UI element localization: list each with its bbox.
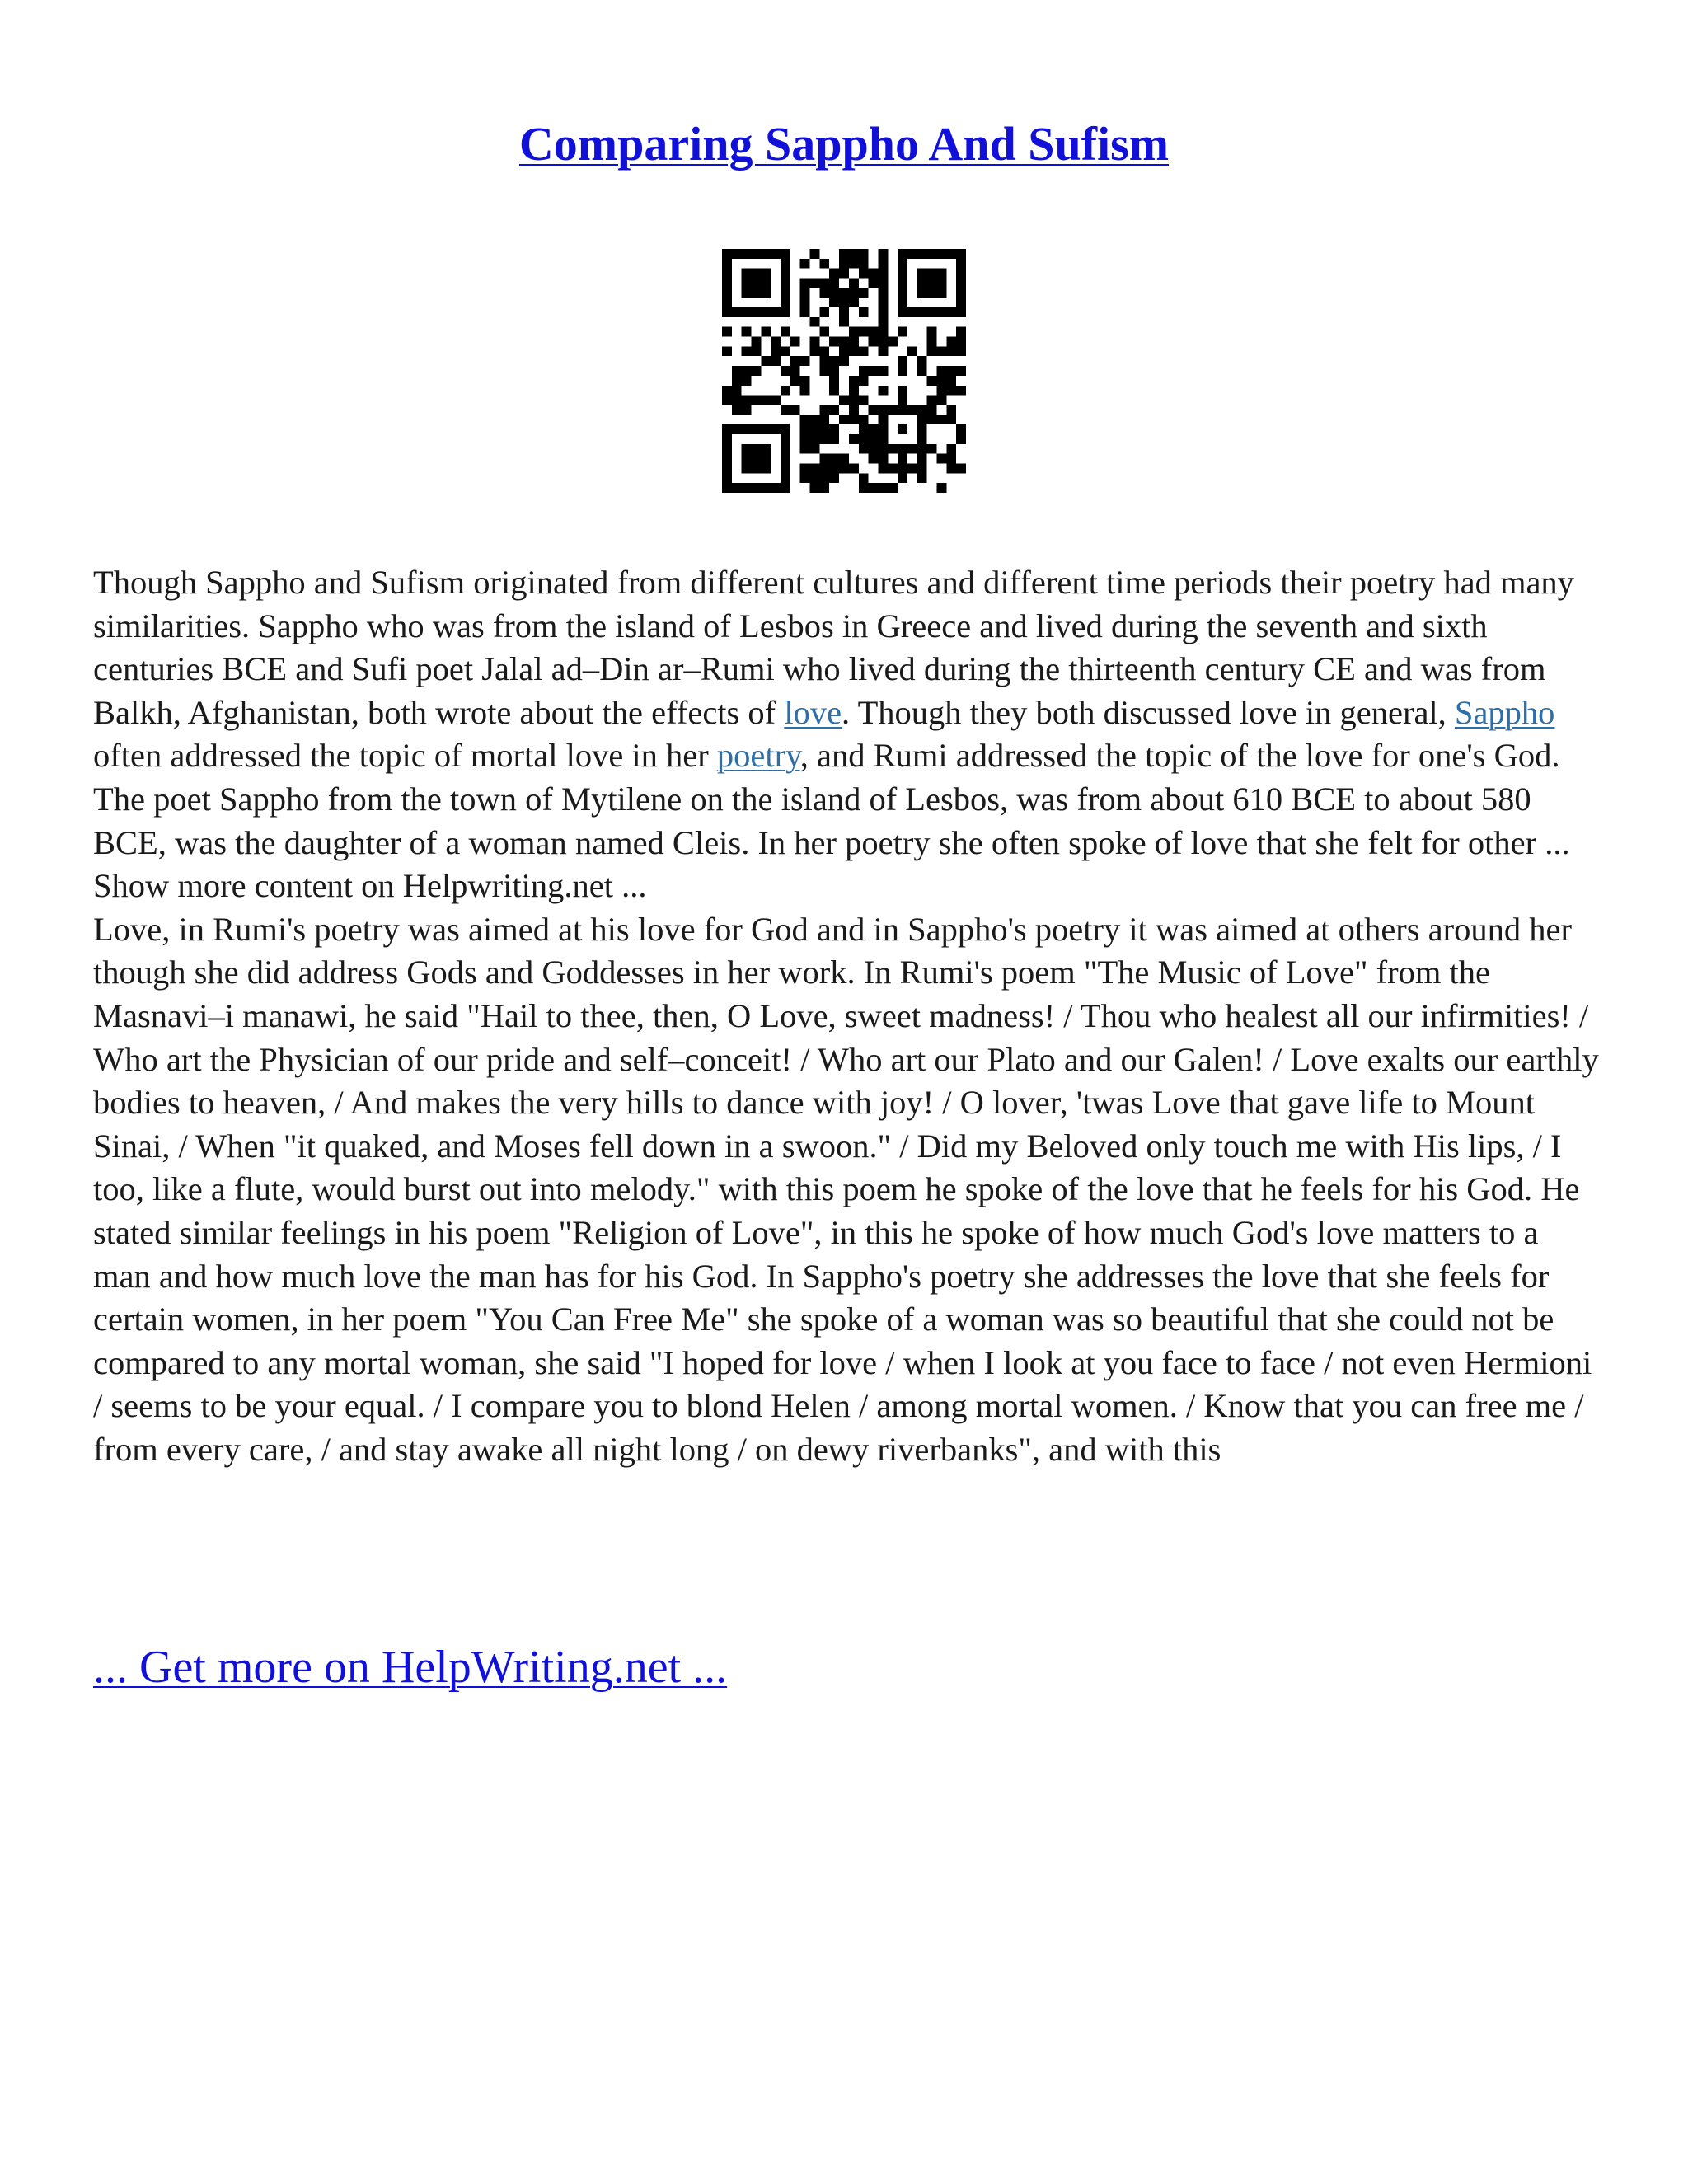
get-more-link[interactable]: ... Get more on HelpWriting.net ... <box>93 1642 728 1693</box>
link-love[interactable]: love <box>784 693 842 731</box>
qr-code-icon <box>722 249 966 493</box>
paragraph-sappho-bio: The poet Sappho from the town of Mytilene on the island of Lesbos, was from about 610 BCE to about 580 BCE, was the daughter of a woman named Cleis. In her poetry she often spoke of love that she felt for other ... Show more content on Helpwriting.net ... <box>93 780 1570 905</box>
page-title <box>0 115 1688 173</box>
link-poetry[interactable]: poetry <box>716 737 800 775</box>
paragraph-love-comparison: Love, in Rumi's poetry was aimed at his love for God and in Sappho's poetry it was aimed at others around her though she did address Gods and Goddesses in her work. In Rumi's poem "The Music of Love" from the Masnavi–i manawi, he said "Hail to thee, then, O Love, sweet madness! / Thou who healest all our infirmities! / Who art the Physician of our pride and self–conceit! / Who art our Plato and our Galen! / Love exalts our earthly bodies to heaven, / And makes the very hills to dance with joy! / O lover, 'twas Love that gave life to Mount Sinai, / When "it quaked, and Moses fell down in a swoon." / Did my Beloved only touch me with His lips, / I too, like a flute, would burst out into melody." with this poem he spoke of the love that he feels for his God. He stated similar feelings in his poem "Religion of Love", in this he spoke of how much God's love matters to a man and how much love the man has for his God. In Sappho's poetry she addresses the love that she feels for certain women, in her poem "You Can Free Me" she spoke of a woman was so beautiful that she could not be compared to any mortal woman, she said "I hoped for love / when I look at you face to face / not even Hermioni / seems to be your equal. / I compare you to blond Helen / among mortal women. / Know that you can free me / from every care, / and stay awake all night long / on dewy riverbanks", and with this <box>93 910 1599 1468</box>
get-more-link-container <box>93 1640 727 1694</box>
link-sappho[interactable]: Sappho <box>1454 693 1555 731</box>
title-link[interactable]: Comparing Sappho And Sufism <box>518 117 1170 171</box>
article-body <box>93 561 1601 1471</box>
paragraph-intro: Though Sappho and Sufism originated from different cultures and different time periods their poetry had many similarities. Sappho who was from the island of Lesbos in Greece and lived during the seventh and sixth centuries BCE and Sufi poet Jalal ad–Din ar–Rumi who lived during the thirteenth century CE and was from Balkh, Afghanistan, both wrote about the effects of love. Though they both discussed love in general, Sappho often addressed the topic of mortal love in her poetry, and Rumi addressed the topic of the love for one's God. <box>93 564 1574 775</box>
